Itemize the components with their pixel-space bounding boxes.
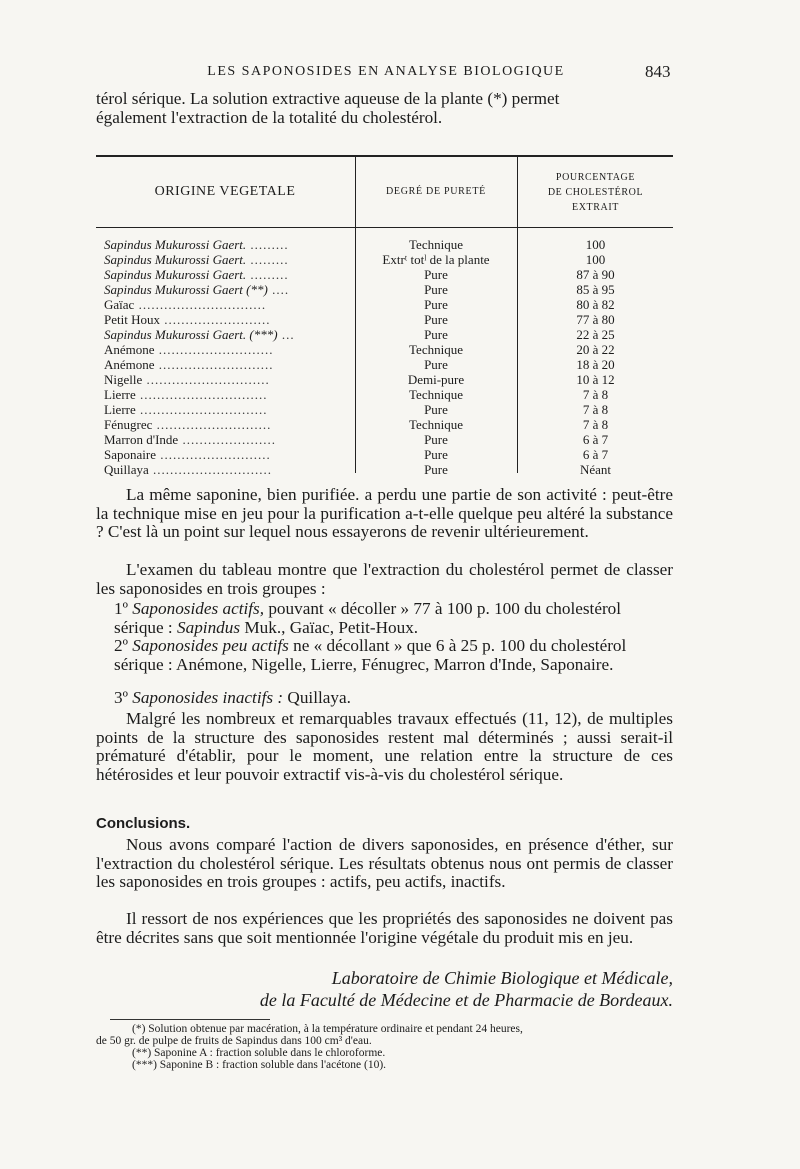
affiliation [96,967,673,1011]
cell-percentage: 6 à 7 [582,447,609,462]
table-row [96,342,673,357]
cell-degree: Pure [424,462,448,477]
table-row [96,357,673,372]
intro-line-1: térol sérique. La solution extractive aqueuse de la plante (*) permet [96,89,560,108]
cell-degree: Pure [424,312,448,327]
list-title: Saponosides inactifs : [132,688,284,707]
leader-dots: ......... [246,267,289,282]
cell-degree: Pure [424,432,448,447]
list-text: pouvant « décoller » 77 à 100 p. 100 du cholestérol sérique : [114,599,622,637]
cell-origin: Sapindus Mukurossi Gaert (**) [104,282,268,297]
cell-origin: Sapindus Mukurossi Gaert. (***) [104,327,278,342]
table-header-rule [96,227,673,228]
leader-dots: ........................... [152,417,272,432]
cell-percentage: 7 à 8 [582,387,609,402]
list-text-tail: Muk., Gaïac, Petit-Houx. [240,617,419,637]
table-header-pct-line1: POURCENTAGE [555,172,636,183]
cell-percentage: 22 à 25 [576,327,615,342]
cell-percentage: 7 à 8 [582,402,609,417]
footnote-1b: de 50 gr. de pulpe de fruits de Sapindus dans 100 cm³ d'eau. [96,1035,372,1047]
list-item-group-2 [114,637,673,674]
cell-percentage: 20 à 22 [576,342,615,357]
table-header-pct-line2: DE CHOLESTÉROL [547,187,644,198]
table-row [96,387,673,402]
table-row [96,327,673,342]
table-row [96,267,673,282]
leader-dots: ........................... [154,342,274,357]
conclusions-heading: Conclusions. [96,815,191,832]
cell-origin: Lierre [104,387,136,402]
list-text: Quillaya. [283,688,351,707]
cell-origin: Quillaya [104,462,149,477]
leader-dots: .............................. [135,387,268,402]
list-title: Saponosides peu actifs [132,636,289,655]
footnote-3: (***) Saponine B : fraction soluble dans l'acétone (10). [132,1059,387,1071]
conclusions-paragraph-2: Il ressort de nos expériences que les propriétés des saponosides ne doivent pas être décrites sans que soit mentionnée l'origine végétale du produit mis en jeu. [96,909,673,947]
cell-percentage: Néant [579,462,612,477]
leader-dots: .............................. [135,402,268,417]
leader-dots: .... [267,282,290,297]
leader-dots: ........................... [154,357,274,372]
cell-degree: Technique [409,387,463,402]
table-header-degree: DEGRÉ DE PURETÉ [386,186,486,197]
footnote-rule [110,1019,270,1020]
leader-dots: ............................. [142,372,270,387]
list-number: 1º [114,599,128,618]
cell-origin: Gaïac [104,297,135,312]
cell-percentage: 18 à 20 [576,357,615,372]
cell-percentage: 77 à 80 [576,312,615,327]
table-row [96,252,673,267]
leader-dots: ............................ [148,462,273,477]
table-row [96,447,673,462]
cell-origin: Anémone [104,357,155,372]
cell-degree: Technique [409,342,463,357]
cell-degree: Pure [424,282,448,297]
table-row [96,402,673,417]
table-top-rule [96,155,673,157]
cell-origin: Marron d'Inde [104,432,179,447]
cell-percentage: 85 à 95 [576,282,615,297]
cell-origin: Lierre [104,402,136,417]
cell-degree: Pure [424,357,448,372]
cell-origin: Sapindus Mukurossi Gaert. [104,267,247,282]
table-header-origin: ORIGINE VEGETALE [154,184,296,199]
cell-origin: Nigelle [104,372,143,387]
cell-degree: Pure [424,297,448,312]
cell-degree: Extrᵗ totˡ de la plante [382,252,490,267]
body-paragraph-1: La même saponine, bien purifiée. a perdu une partie de son activité : peut-être la technique mise en jeu pour la purification a-t-elle quelque peu altéré la substance ? C'est là un point sur lequel nous essayerons de revenir ultérieurement. [96,485,673,542]
cell-degree: Technique [409,237,463,252]
cell-degree: Pure [424,327,448,342]
table-row [96,237,673,252]
footnote-1a: (*) Solution obtenue par macération, à la température ordinaire et pendant 24 heures, [132,1023,523,1035]
footnotes [96,1023,673,1071]
body-paragraph-3: Malgré les nombreux et remarquables travaux effectués (11, 12), de multiples points de la structure des saponosides restent mal déterminés ; aussi serait-il prématuré d'établir, pour le moment, une relation entre la structure de ces hétérosides et leur pouvoir extractif vis-à-vis du cholestérol sérique. [96,709,673,784]
running-title: LES SAPONOSIDES EN ANALYSE BIOLOGIQUE [207,64,565,79]
list-item-group-1 [114,600,673,637]
table-row [96,297,673,312]
table-row [96,372,673,387]
intro-line-2: également l'extraction de la totalité du cholestérol. [96,107,443,127]
cell-percentage: 100 [585,237,606,252]
cell-degree: Pure [424,402,448,417]
cell-percentage: 80 à 82 [576,297,615,312]
list-emphasis: Sapindus [177,617,241,637]
cell-degree: Technique [409,417,463,432]
table-row [96,462,673,477]
cell-percentage: 10 à 12 [576,372,615,387]
cell-origin: Petit Houx [104,312,160,327]
list-title: Saponosides actifs, [132,599,265,618]
cell-origin: Fénugrec [104,417,153,432]
leader-dots: ......................... [159,312,271,327]
conclusions-paragraph-1: Nous avons comparé l'action de divers saponosides, en présence d'éther, sur l'extraction du cholestérol sérique. Les résultats obtenus nous ont permis de classer les saponosides en trois groupes : actifs, peu actifs, inactifs. [96,835,673,892]
list-item-group-3 [114,689,673,708]
leader-dots: ......... [246,237,289,252]
cell-percentage: 100 [585,252,606,267]
cell-degree: Demi-pure [407,372,465,387]
intro-paragraph [96,90,673,127]
table-row [96,432,673,447]
cell-percentage: 87 à 90 [576,267,615,282]
cell-origin: Sapindus Mukurossi Gaert. [104,237,247,252]
table-row [96,417,673,432]
table-row [96,312,673,327]
cell-degree: Pure [424,267,448,282]
list-number: 2º [114,636,128,655]
footnote-2: (**) Saponine A : fraction soluble dans le chloroforme. [132,1047,386,1059]
affiliation-line-1: Laboratoire de Chimie Biologique et Médicale, [331,968,673,988]
leader-dots: ...................... [178,432,276,447]
cell-degree: Pure [424,447,448,462]
table-header-percentage [518,170,673,215]
cell-percentage: 7 à 8 [582,417,609,432]
cell-origin: Saponaire [104,447,156,462]
body-paragraph-2: L'examen du tableau montre que l'extraction du cholestérol permet de classer les saponosides en trois groupes : [96,560,673,598]
page-number: 843 [645,62,671,81]
leader-dots: ......... [246,252,289,267]
list-number: 3º [114,688,128,707]
leader-dots: ... [277,327,295,342]
table-row [96,282,673,297]
affiliation-line-2: de la Faculté de Médecine et de Pharmacie de Bordeaux. [259,990,673,1010]
cell-percentage: 6 à 7 [582,432,609,447]
list-text: ne « décollant » que 6 à 25 p. 100 du cholestérol sérique : Anémone, Nigelle, Lierre, Fénugrec, Marron d'Inde, Saponaire. [114,636,627,674]
table-header-pct-line3: EXTRAIT [572,202,619,213]
leader-dots: .......................... [155,447,271,462]
cell-origin: Sapindus Mukurossi Gaert. [104,252,247,267]
cell-origin: Anémone [104,342,155,357]
leader-dots: .............................. [134,297,267,312]
